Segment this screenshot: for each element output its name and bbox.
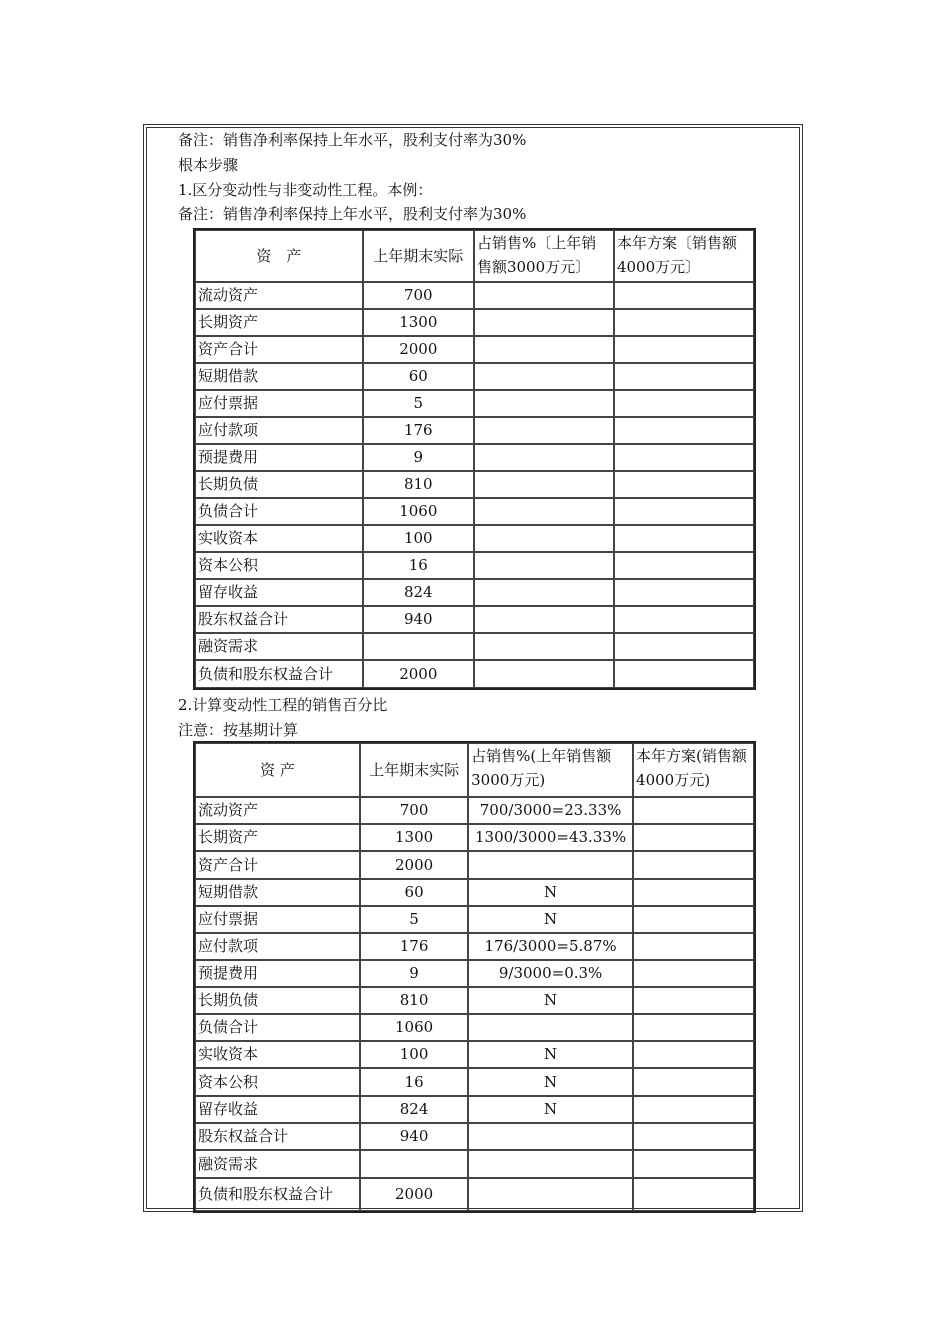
table-row — [195, 552, 754, 579]
table-row — [195, 282, 754, 309]
table-row — [195, 309, 754, 336]
table-row — [195, 797, 754, 824]
last-year-actual-cell: 824 — [363, 579, 474, 606]
last-year-actual-cell: 940 — [360, 1123, 468, 1150]
plan-cell — [633, 1014, 754, 1041]
row-label: 长期资产 — [195, 824, 360, 851]
last-year-actual-cell: 5 — [360, 906, 468, 933]
sales-percent-cell — [474, 606, 614, 633]
plan-cell — [614, 417, 754, 444]
header-sales-percent: 占销售%〔上年销售额3000万元〕 — [474, 230, 614, 282]
sales-percent-cell: N — [468, 879, 633, 906]
last-year-actual-cell: 100 — [360, 1041, 468, 1068]
sales-percent-cell: 700/3000=23.33% — [468, 797, 633, 824]
row-label: 应付票据 — [195, 906, 360, 933]
note-line-top: 备注：销售净利率保持上年水平，股利支付率为30% — [178, 131, 527, 149]
step-2-heading: 2.计算变动性工程的销售百分比 — [178, 696, 388, 714]
table-row — [195, 579, 754, 606]
table-row — [195, 444, 754, 471]
plan-cell — [633, 824, 754, 851]
plan-cell — [633, 906, 754, 933]
plan-cell — [633, 1150, 754, 1178]
balance-sheet-table-2 — [193, 741, 756, 1213]
row-label: 留存收益 — [195, 1096, 360, 1123]
header-last-year-actual: 上年期末实际 — [363, 230, 474, 282]
note-line-repeat: 备注：销售净利率保持上年水平，股利支付率为30% — [178, 205, 527, 223]
header-asset: 资 产 — [195, 743, 360, 797]
plan-cell — [614, 282, 754, 309]
last-year-actual-cell — [363, 633, 474, 660]
sales-percent-cell — [468, 1123, 633, 1150]
plan-cell — [633, 1096, 754, 1123]
sales-percent-cell: N — [468, 987, 633, 1014]
row-label: 资本公积 — [195, 1068, 360, 1096]
row-label: 流动资产 — [195, 282, 363, 309]
plan-cell — [614, 309, 754, 336]
sales-percent-cell — [468, 1150, 633, 1178]
plan-cell — [633, 1123, 754, 1150]
row-label: 应付款项 — [195, 417, 363, 444]
plan-cell — [633, 960, 754, 987]
last-year-actual-cell: 5 — [363, 390, 474, 417]
sales-percent-cell — [468, 851, 633, 879]
table-row — [195, 390, 754, 417]
row-label: 负债合计 — [195, 1014, 360, 1041]
table-row — [195, 336, 754, 363]
plan-cell — [633, 1178, 754, 1211]
step-1-heading: 1.区分变动性与非变动性工程。本例： — [178, 181, 433, 199]
plan-cell — [633, 879, 754, 906]
table-row — [195, 660, 754, 688]
last-year-actual-cell: 100 — [363, 525, 474, 552]
plan-cell — [633, 933, 754, 960]
last-year-actual-cell: 60 — [360, 879, 468, 906]
last-year-actual-cell: 176 — [360, 933, 468, 960]
row-label: 融资需求 — [195, 633, 363, 660]
row-label: 短期借款 — [195, 363, 363, 390]
sales-percent-cell — [474, 336, 614, 363]
plan-cell — [614, 579, 754, 606]
row-label: 资本公积 — [195, 552, 363, 579]
sales-percent-cell — [474, 660, 614, 688]
table-header-row — [195, 743, 754, 797]
row-label: 长期资产 — [195, 309, 363, 336]
table-row — [195, 1123, 754, 1150]
table-row — [195, 851, 754, 879]
sales-percent-cell — [474, 525, 614, 552]
sales-percent-cell: 1300/3000=43.33% — [468, 824, 633, 851]
last-year-actual-cell: 16 — [360, 1068, 468, 1096]
sales-percent-cell: N — [468, 1041, 633, 1068]
last-year-actual-cell: 810 — [363, 471, 474, 498]
basic-steps-heading: 根本步骤 — [178, 156, 239, 174]
row-label: 实收资本 — [195, 525, 363, 552]
row-label: 资产合计 — [195, 851, 360, 879]
row-label: 长期负债 — [195, 471, 363, 498]
last-year-actual-cell: 16 — [363, 552, 474, 579]
sales-percent-cell — [468, 1014, 633, 1041]
header-sales-percent: 占销售%(上年销售额3000万元) — [468, 743, 633, 797]
table-row — [195, 471, 754, 498]
last-year-actual-cell: 940 — [363, 606, 474, 633]
last-year-actual-cell: 1060 — [363, 498, 474, 525]
last-year-actual-cell: 2000 — [360, 851, 468, 879]
sales-percent-cell — [474, 282, 614, 309]
table-row — [195, 960, 754, 987]
last-year-actual-cell: 9 — [363, 444, 474, 471]
plan-cell — [633, 851, 754, 879]
last-year-actual-cell: 1300 — [363, 309, 474, 336]
last-year-actual-cell: 1300 — [360, 824, 468, 851]
sales-percent-cell — [474, 471, 614, 498]
row-label: 长期负债 — [195, 987, 360, 1014]
table-row — [195, 1041, 754, 1068]
table-row — [195, 1014, 754, 1041]
table-row — [195, 606, 754, 633]
plan-cell — [614, 471, 754, 498]
row-label: 预提费用 — [195, 960, 360, 987]
last-year-actual-cell: 2000 — [360, 1178, 468, 1211]
row-label: 融资需求 — [195, 1150, 360, 1178]
last-year-actual-cell: 2000 — [363, 336, 474, 363]
sales-percent-cell: N — [468, 1096, 633, 1123]
sales-percent-cell — [474, 633, 614, 660]
row-label: 短期借款 — [195, 879, 360, 906]
sales-percent-cell — [474, 444, 614, 471]
last-year-actual-cell: 1060 — [360, 1014, 468, 1041]
table-row — [195, 824, 754, 851]
row-label: 负债和股东权益合计 — [195, 660, 363, 688]
plan-cell — [633, 987, 754, 1014]
plan-cell — [633, 1041, 754, 1068]
attention-note: 注意：按基期计算 — [178, 721, 299, 739]
table-row — [195, 1178, 754, 1211]
row-label: 负债合计 — [195, 498, 363, 525]
row-label: 应付款项 — [195, 933, 360, 960]
table-row — [195, 1150, 754, 1178]
header-this-year-plan: 本年方案(销售额4000万元) — [633, 743, 754, 797]
table-row — [195, 525, 754, 552]
header-last-year-actual: 上年期末实际 — [360, 743, 468, 797]
sales-percent-cell — [474, 417, 614, 444]
balance-sheet-table-1 — [193, 228, 756, 690]
plan-cell — [614, 336, 754, 363]
plan-cell — [614, 444, 754, 471]
row-label: 留存收益 — [195, 579, 363, 606]
row-label: 股东权益合计 — [195, 1123, 360, 1150]
plan-cell — [614, 390, 754, 417]
plan-cell — [614, 606, 754, 633]
last-year-actual-cell: 824 — [360, 1096, 468, 1123]
sales-percent-cell — [474, 309, 614, 336]
sales-percent-cell: 176/3000=5.87% — [468, 933, 633, 960]
last-year-actual-cell: 9 — [360, 960, 468, 987]
sales-percent-cell: 9/3000=0.3% — [468, 960, 633, 987]
plan-cell — [614, 660, 754, 688]
plan-cell — [614, 552, 754, 579]
table-row — [195, 417, 754, 444]
row-label: 预提费用 — [195, 444, 363, 471]
plan-cell — [633, 1068, 754, 1096]
sales-percent-cell: N — [468, 1068, 633, 1096]
header-this-year-plan: 本年方案〔销售额4000万元〕 — [614, 230, 754, 282]
sales-percent-cell — [468, 1178, 633, 1211]
table-row — [195, 1068, 754, 1096]
sales-percent-cell — [474, 390, 614, 417]
plan-cell — [614, 525, 754, 552]
plan-cell — [614, 498, 754, 525]
plan-cell — [614, 363, 754, 390]
header-asset: 资 产 — [195, 230, 363, 282]
sales-percent-cell — [474, 579, 614, 606]
table-row — [195, 879, 754, 906]
row-label: 实收资本 — [195, 1041, 360, 1068]
table-row — [195, 933, 754, 960]
last-year-actual-cell: 176 — [363, 417, 474, 444]
last-year-actual-cell: 700 — [360, 797, 468, 824]
row-label: 负债和股东权益合计 — [195, 1178, 360, 1211]
sales-percent-cell — [474, 498, 614, 525]
last-year-actual-cell — [360, 1150, 468, 1178]
table-row — [195, 633, 754, 660]
row-label: 股东权益合计 — [195, 606, 363, 633]
table-row — [195, 906, 754, 933]
last-year-actual-cell: 700 — [363, 282, 474, 309]
sales-percent-cell — [474, 363, 614, 390]
last-year-actual-cell: 810 — [360, 987, 468, 1014]
row-label: 资产合计 — [195, 336, 363, 363]
plan-cell — [633, 797, 754, 824]
table-row — [195, 498, 754, 525]
row-label: 流动资产 — [195, 797, 360, 824]
table-header-row — [195, 230, 754, 282]
last-year-actual-cell: 60 — [363, 363, 474, 390]
table-row — [195, 987, 754, 1014]
plan-cell — [614, 633, 754, 660]
last-year-actual-cell: 2000 — [363, 660, 474, 688]
sales-percent-cell — [474, 552, 614, 579]
table-row — [195, 363, 754, 390]
sales-percent-cell: N — [468, 906, 633, 933]
table-row — [195, 1096, 754, 1123]
row-label: 应付票据 — [195, 390, 363, 417]
